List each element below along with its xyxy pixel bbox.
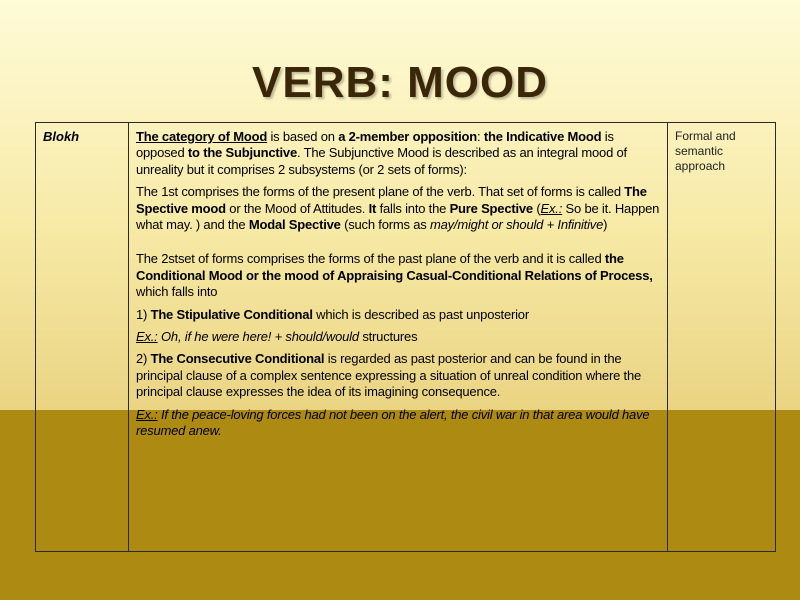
paragraph-example-stipulative [136,329,660,345]
text-run: It [368,200,377,216]
paragraph-conditional-mood [136,251,660,300]
term-consecutive-conditional: The Consecutive Conditional [150,351,325,367]
text-run: is regarded as past posterior and can be found in the principal clause of a complex sentence expressing a situation of unreal condition where the principal clause expresses the idea of its imagining consequence. [136,351,641,400]
term-modal-spective: Modal Spective [248,217,341,233]
text-run: : [477,129,484,144]
text-run: is opposed [136,129,614,161]
paragraph-example-consecutive [136,407,660,440]
text-run: 1) [136,306,151,322]
text-run: The 1st comprises the forms of the present plane of the verb. That set of forms is called [136,184,625,200]
example-text: If the peace-loving forces had not been on the alert, the civil war in that area would have resumed anew. [136,406,650,439]
text-run: 2) [136,351,151,367]
term-subjunctive: to the Subjunctive [187,145,297,161]
text-run: The 2stset of forms comprises the forms of the past plane of the verb and it is called [136,251,605,267]
paragraph-stipulative-conditional [136,307,660,323]
term-2-member-opposition: a 2-member opposition [338,129,478,144]
term-conditional-mood: the Conditional Mood or the mood of Appraising Casual-Conditional Relations of Process, [136,251,653,283]
text-run: falls into the [376,200,450,216]
text-run: So be it. Happen what may. ) and the [136,200,660,233]
term-pure-spective: Pure Spective [449,200,533,216]
approach-cell: Formal and semantic approach [668,123,776,552]
paragraph-consecutive-conditional [136,351,660,400]
author-cell: Blokh [36,123,129,552]
text-run: ) [603,217,608,233]
text-run: structures [358,329,418,345]
example-label: Ex.: [136,329,158,345]
example-forms: may/might or should + Infinitive [429,217,604,233]
paragraph-spective-mood [136,184,660,233]
paragraph-category-of-mood [136,129,660,178]
content-table [35,122,776,552]
slide-title: VERB: MOOD [252,58,548,107]
table-row [36,123,776,552]
text-run: which falls into [136,284,218,300]
text-run: (such forms as [340,217,430,233]
text-run: ( [532,200,541,216]
example-label: Ex.: [540,200,563,216]
text-run: which is described as past unposterior [312,306,529,322]
text-run: is based on [267,129,339,144]
example-text: Oh, if he were here! + should/would [157,329,359,345]
term-indicative-mood: the Indicative Mood [483,129,602,144]
text-run: . The Subjunctive Mood is described as an integral mood of unreality but it comprises 2 subsystems (or 2 sets of forms): [136,145,627,177]
term-category-of-mood: The category of Mood [136,129,268,144]
description-cell [129,123,668,552]
term-stipulative-conditional: The Stipulative Conditional [150,306,313,322]
text-run: or the Mood of Attitudes. [225,200,369,216]
term-spective-mood: The Spective mood [136,184,647,216]
example-label: Ex.: [136,406,158,422]
